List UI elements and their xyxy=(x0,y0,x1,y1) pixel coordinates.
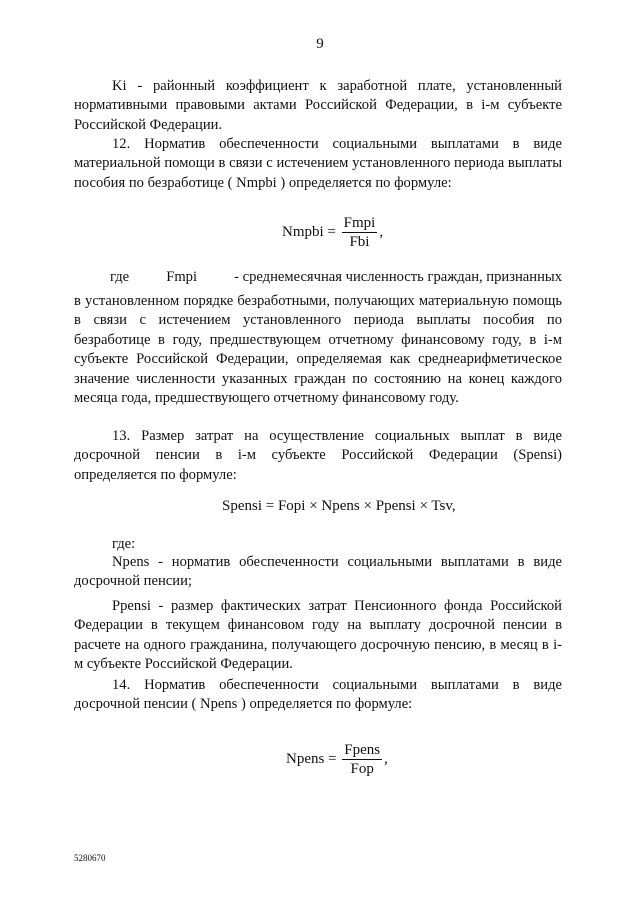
formula-mpbi: Nmpbi = $\frac{\text{Fmpi}}{\text{Fbi}}$ , xyxy=(282,215,384,250)
definition-ppens: Ppensi - размер фактических затрат Пенсионного фонда Российской Федерации в текущем финансовом году на выплату досрочной пенсии в расчете на одного гражданина, получающего досрочную пенсию, в месяц в i-м субъекте Российской Федерации. xyxy=(74,598,562,673)
where-1-body: в установленном порядке безработными, получающих материальную помощь в связи с истечением установленного периода выплаты пособия по безработице в году, предшествующем отчетному финансовому году, в i-м субъекте Российской Федерации, определяемая как среднеарифметическое значение численности указанных граждан по состоянию на конец каждого месяца года, предшествующего отчетному финансовому году. xyxy=(74,293,562,407)
paragraph-k-coefficient: Ki - районный коэффициент к заработной плате, установленный нормативными правовыми актами Российской Федерации, в i-м субъекте Российской Федерации. xyxy=(74,78,562,133)
where-1-line xyxy=(74,268,562,287)
paragraph-13: 13. Размер затрат на осуществление социальных выплат в виде досрочной пенсии в i-м субъекте Российской Федерации (Spensi) определяется по формуле: xyxy=(74,428,562,483)
formula-npens-denominator: Fop xyxy=(350,761,374,777)
where-1-lead: где xyxy=(110,269,130,285)
definition-npens: Npens - норматив обеспеченности социальными выплатами в виде досрочной пенсии; xyxy=(74,554,562,590)
formula-mpbi-lhs: Nmpbi xyxy=(282,223,324,240)
paragraph-12: 12. Норматив обеспеченности социальными выплатами в виде материальной помощи в связи с истечением установленного периода выплаты пособия по безработице ( Nmpbi ) определяется по формуле: xyxy=(74,136,562,191)
where-2: где: xyxy=(112,536,136,552)
where-1-term: Fmpi xyxy=(166,269,198,285)
page-number: 9 xyxy=(316,36,324,52)
formula-npens-numerator: Fpens xyxy=(344,742,381,758)
formula-mpbi-numerator: Fmpi xyxy=(343,215,376,231)
formula-npens-fraction xyxy=(342,741,382,778)
document-code: 5280670 xyxy=(74,853,106,863)
paragraph-14: 14. Норматив обеспеченности социальными выплатами в виде досрочной пенсии ( Npens ) определяется по формуле: xyxy=(74,677,562,713)
where-1-rest: - среднемесячная численность граждан, признанных xyxy=(234,269,562,285)
formula-npens: Npens = $\frac{\text{Fpens}}{\text{Fop}}$ , xyxy=(286,742,388,777)
formula-mpbi-fraction xyxy=(342,214,378,251)
formula-npens-lhs: Npens xyxy=(286,750,325,767)
formula-mpbi-denominator: Fbi xyxy=(349,234,370,250)
formula-spensi: Spensi = Fopi × Npens × Ppensi × Tsv, xyxy=(222,498,456,514)
